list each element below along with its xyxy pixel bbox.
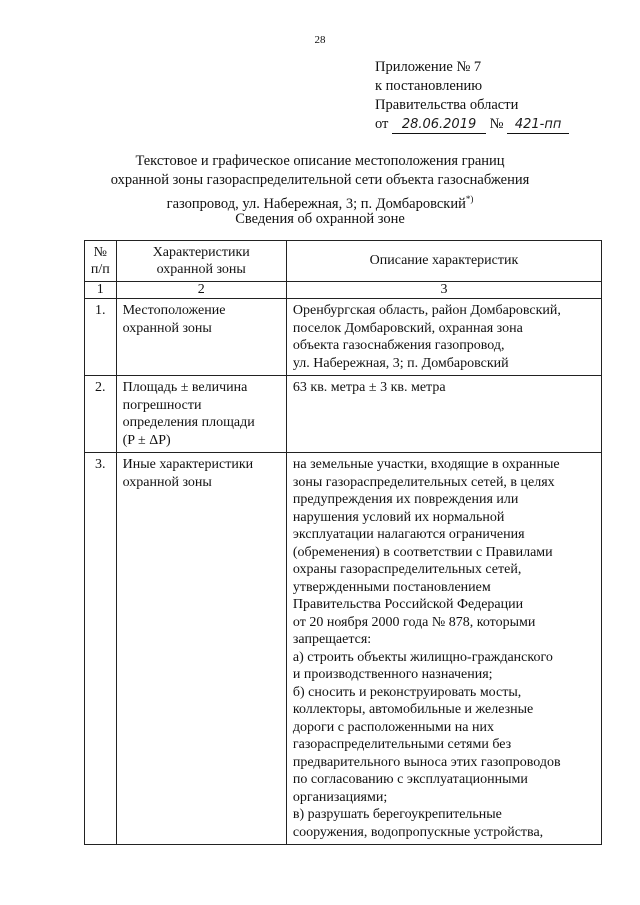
value-line: эксплуатации налагаются ограничения: [292, 527, 525, 542]
header-num-line-1: №: [93, 244, 107, 260]
footnote-mark: *): [465, 194, 474, 204]
value-line: дороги с расположенными на них: [292, 719, 494, 735]
label-line: определения площади: [122, 415, 255, 430]
value-line: и производственного назначения;: [292, 667, 493, 682]
label-line: (P ± ΔP): [122, 432, 171, 448]
row-label: [116, 376, 286, 453]
value-line: ул. Набережная, 3; п. Домбаровский: [292, 355, 509, 371]
zone-table: [84, 240, 602, 845]
row-label: [116, 453, 286, 845]
title-line-2: охранной зоны газораспределительной сети объекта газоснабжения: [110, 172, 530, 188]
appendix-block: [375, 58, 569, 134]
value-line: запрещается:: [292, 632, 372, 647]
value-line: Правительства Российской Федерации: [292, 597, 524, 612]
label-line: Местоположение: [122, 303, 226, 318]
appendix-date-line: [375, 115, 569, 134]
header-characteristics: [116, 241, 286, 282]
header-description: Описание характеристик: [286, 241, 601, 282]
appendix-decree-label: к постановлению: [375, 78, 483, 94]
value-line: (обременения) в соответствии с Правилами: [292, 544, 553, 560]
header-characteristics-line-1: Характеристики: [152, 244, 250, 260]
value-line: нарушения условий их нормальной: [292, 509, 505, 525]
value-line: б) сносить и реконструировать мосты,: [292, 684, 522, 700]
value-line: от 20 ноября 2000 года № 878, которыми: [292, 614, 536, 630]
row-label: [116, 299, 286, 376]
column-number: 3: [286, 282, 601, 299]
document-title: [80, 152, 560, 214]
value-line: в) разрушать берегоукрепительные: [292, 807, 502, 822]
column-number-row: [85, 282, 602, 299]
value-line: предупреждения их повреждения или: [292, 492, 519, 507]
table-row: [85, 453, 602, 845]
row-value: [286, 299, 601, 376]
value-line: предварительного выноса этих газопроводов: [292, 754, 561, 770]
value-line: организациями;: [292, 789, 388, 805]
value-line: коллекторы, автомобильные и железные: [292, 702, 534, 717]
section-subtitle: Сведения об охранной зоне: [235, 211, 405, 227]
value-line: объекта газоснабжения газопровод,: [292, 338, 505, 353]
appendix-title: Приложение № 7: [375, 59, 482, 75]
value-line: зоны газораспределительных сетей, в целях: [292, 474, 555, 490]
number-label: №: [489, 116, 504, 132]
row-number: 2.: [85, 376, 117, 453]
table-row: [85, 299, 602, 376]
title-line-1: Текстовое и графическое описание местоположения границ: [135, 153, 505, 169]
row-number: 3.: [85, 453, 117, 845]
row-number: 1.: [85, 299, 117, 376]
value-line: охраны газораспределительных сетей,: [292, 562, 522, 577]
row-value: [286, 453, 601, 845]
value-line: газораспределительными сетями без: [292, 737, 512, 752]
header-num: [85, 241, 117, 282]
header-characteristics-line-2: охранной зоны: [156, 262, 246, 277]
appendix-government: Правительства области: [375, 97, 519, 113]
value-line: Оренбургская область, район Домбаровский,: [292, 303, 561, 318]
handwritten-date: 28.06.2019: [392, 117, 486, 134]
value-line: 63 кв. метра ± 3 кв. метра: [292, 380, 446, 395]
table-row: [85, 376, 602, 453]
from-label: от: [375, 116, 389, 132]
handwritten-number: 421-пп: [507, 117, 569, 134]
header-num-line-2: п/п: [90, 262, 110, 277]
row-value: [286, 376, 601, 453]
label-line: охранной зоны: [122, 474, 212, 490]
value-line: поселок Домбаровский, охранная зона: [292, 320, 523, 336]
column-number: 2: [116, 282, 286, 299]
title-line-3-text: газопровод, ул. Набережная, 3; п. Домбаровский: [166, 195, 466, 212]
label-line: Иные характеристики: [122, 457, 254, 472]
value-line: а) строить объекты жилищно-гражданского: [292, 649, 553, 665]
column-number: 1: [85, 282, 117, 299]
value-line: по согласованию с эксплуатационными: [292, 772, 528, 787]
page-number: 28: [314, 34, 326, 46]
label-line: охранной зоны: [122, 320, 212, 336]
value-line: утвержденными постановлением: [292, 579, 491, 595]
label-line: погрешности: [122, 397, 202, 413]
label-line: Площадь ± величина: [122, 380, 248, 395]
value-line: на земельные участки, входящие в охранные: [292, 457, 560, 472]
table-header-row: [85, 241, 602, 282]
value-line: сооружения, водопропускные устройства,: [292, 824, 544, 840]
